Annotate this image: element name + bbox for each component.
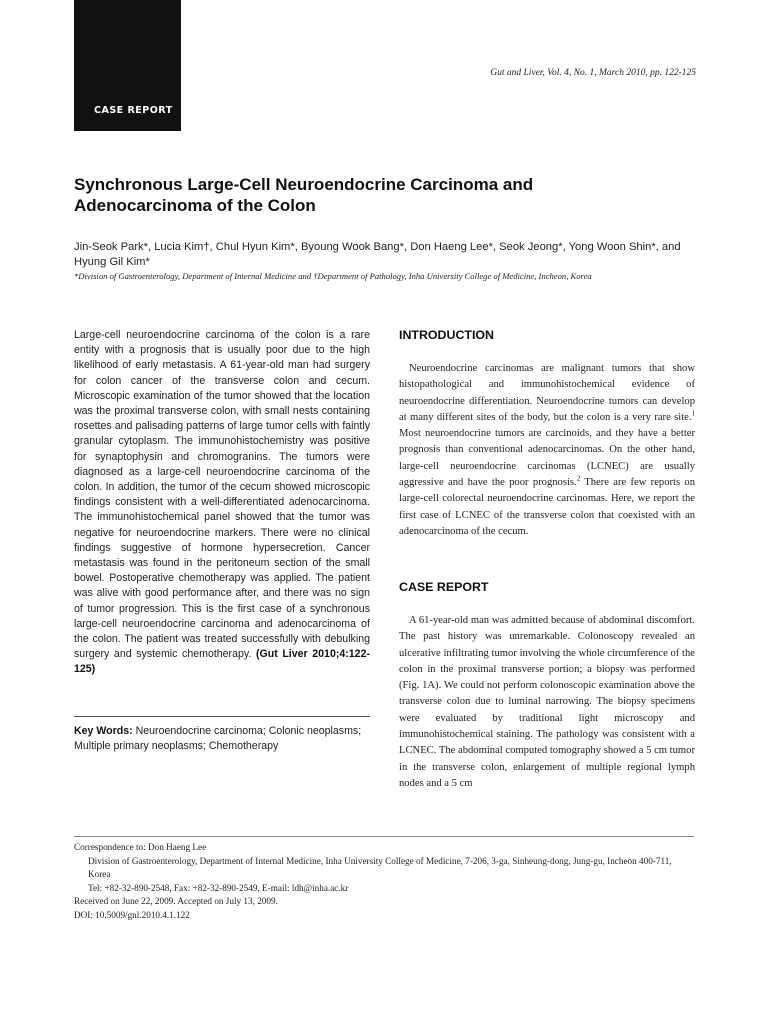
- case-report-paragraph: A 61-year-old man was admitted because of abdominal discomfort. The past history was unremarkable. Colonoscopy revealed an ulcerative infiltrating tumor involving the whole circumference of the colon in the proximal transverse portion; a biopsy was performed (Fig. 1A). We could not perform colonoscopic examination above the transverse colon due to luminal narrowing. The biopsy specimens were evaluated by traditional light microscopy and immunohistochemical staining. The pathology was consistent with a LCNEC. The abdominal computed tomography showed a 5 cm tumor in the transverse colon, enlargement of multiple regional lymph nodes and a 5 cm: [399, 615, 695, 789]
- correspondence: Correspondence to: Don Haeng Lee: [74, 842, 207, 852]
- article-title: Synchronous Large-Cell Neuroendocrine Carcinoma and Adenocarcinoma of the Colon: [74, 175, 534, 215]
- intro-text-2: Most neuroendocrine tumors are carcinoids, and they have a better prognosis than conventional adenocarcinomas. On the other hand, large-cell neuroendocrine carcinomas (LCNEC) are usually aggressive and have the poor prognosis.: [399, 428, 695, 489]
- doi: DOI: 10.5009/gnl.2010.4.1.122: [74, 909, 190, 920]
- correspondence-contact: Tel: +82-32-890-2548, Fax: +82-32-890-2549, E-mail: ldh@inha.ac.kr: [88, 882, 349, 893]
- received-date: Received on June 22, 2009. Accepted on July 13, 2009.: [74, 896, 278, 906]
- intro-text-3: There are few reports on large-cell colorectal neuroendocrine carcinomas. Here, we report the first case of LCNEC of the transverse colon that coexisted with an adenocarcinoma of the cecum.: [399, 477, 695, 537]
- abstract-text: Large-cell neuroendocrine carcinoma of the colon is a rare entity with a prognosis that is usually poor due to the high likelihood of early metastasis. A 61-year-old man had surgery for colon cancer of the transverse colon and cecum. Microscopic examination of the tumor showed that the location was the proximal transverse colon, with small nests containing rosettes and palisading patterns of large tumor cells with faintly granular cytoplasm. The immunohistochemistry was positive for synaptophysin and chromogranins. The tumors were diagnosed as a large-cell neuroendocrine carcinoma of the colon. In addition, the tumor of the cecum showed microscopic findings consistent with a well-differentiated adenocarcinoma. The immunohistochemical panel showed that the tumor was negative for neuroendocrine markers. There were no clinical findings suggestive of hormone hypersecretion. Cancer metastasis was found in the peritoneum section of the small bowel. Postoperative chemotherapy was applied. The patient was alive with good performance after, and there was no sign of tumor progression. This is the first case of a synchronous large-cell neuroendocrine carcinoma and adenocarcinoma of the colon. The patient was treated successfully with debulking surgery and systemic chemotherapy.: [74, 329, 370, 661]
- case-report-tag-label: CASE REPORT: [94, 105, 173, 116]
- intro-text-1: Neuroendocrine carcinomas are malignant tumors that show histopathological and immunohistochemical evidence of neuroendocrine differentiation. Neuroendocrine tumors can develop at many different sites of the body, but the colon is a very rare site.: [399, 363, 695, 423]
- introduction-heading: INTRODUCTION: [399, 328, 494, 342]
- citation-ref-2: 2: [576, 474, 581, 483]
- abstract-citation: (Gut Liver 2010;4:122-125): [74, 648, 370, 676]
- keywords-label: Key Words:: [74, 725, 133, 737]
- introduction-paragraph: [399, 361, 695, 540]
- keywords-divider: [74, 716, 370, 717]
- keywords: [74, 724, 370, 754]
- journal-reference: Gut and Liver, Vol. 4, No. 1, March 2010, pp. 122-125: [490, 68, 696, 78]
- footnote-divider: [74, 836, 694, 837]
- keywords-text: Neuroendocrine carcinoma; Colonic neoplasms; Multiple primary neoplasms; Chemotherapy: [74, 725, 362, 752]
- case-report-heading: CASE REPORT: [399, 580, 489, 594]
- author-list: Jin-Seok Park*, Lucia Kim†, Chul Hyun Kim*, Byoung Wook Bang*, Don Haeng Lee*, Seok Jeong*, Yong Woon Shin*, and Hyung Gil Kim*: [74, 241, 681, 268]
- introduction-section: [399, 328, 695, 540]
- citation-ref-1: 1: [691, 409, 695, 418]
- case-report-section: [399, 580, 695, 792]
- case-report-tag: [74, 0, 181, 131]
- correspondence-address: Division of Gastroenterology, Department of Internal Medicine, Inha University College of Medicine, 7-206, 3-ga, Sinheung-dong, Jung-gu, Incheon 400-711, Korea: [88, 855, 672, 879]
- abstract: [74, 328, 370, 678]
- affiliations: *Division of Gastroenterology, Department of Internal Medicine and †Department of Pathology, Inha University College of Medicine, Incheon, Korea: [74, 271, 592, 281]
- footnotes: [74, 841, 694, 922]
